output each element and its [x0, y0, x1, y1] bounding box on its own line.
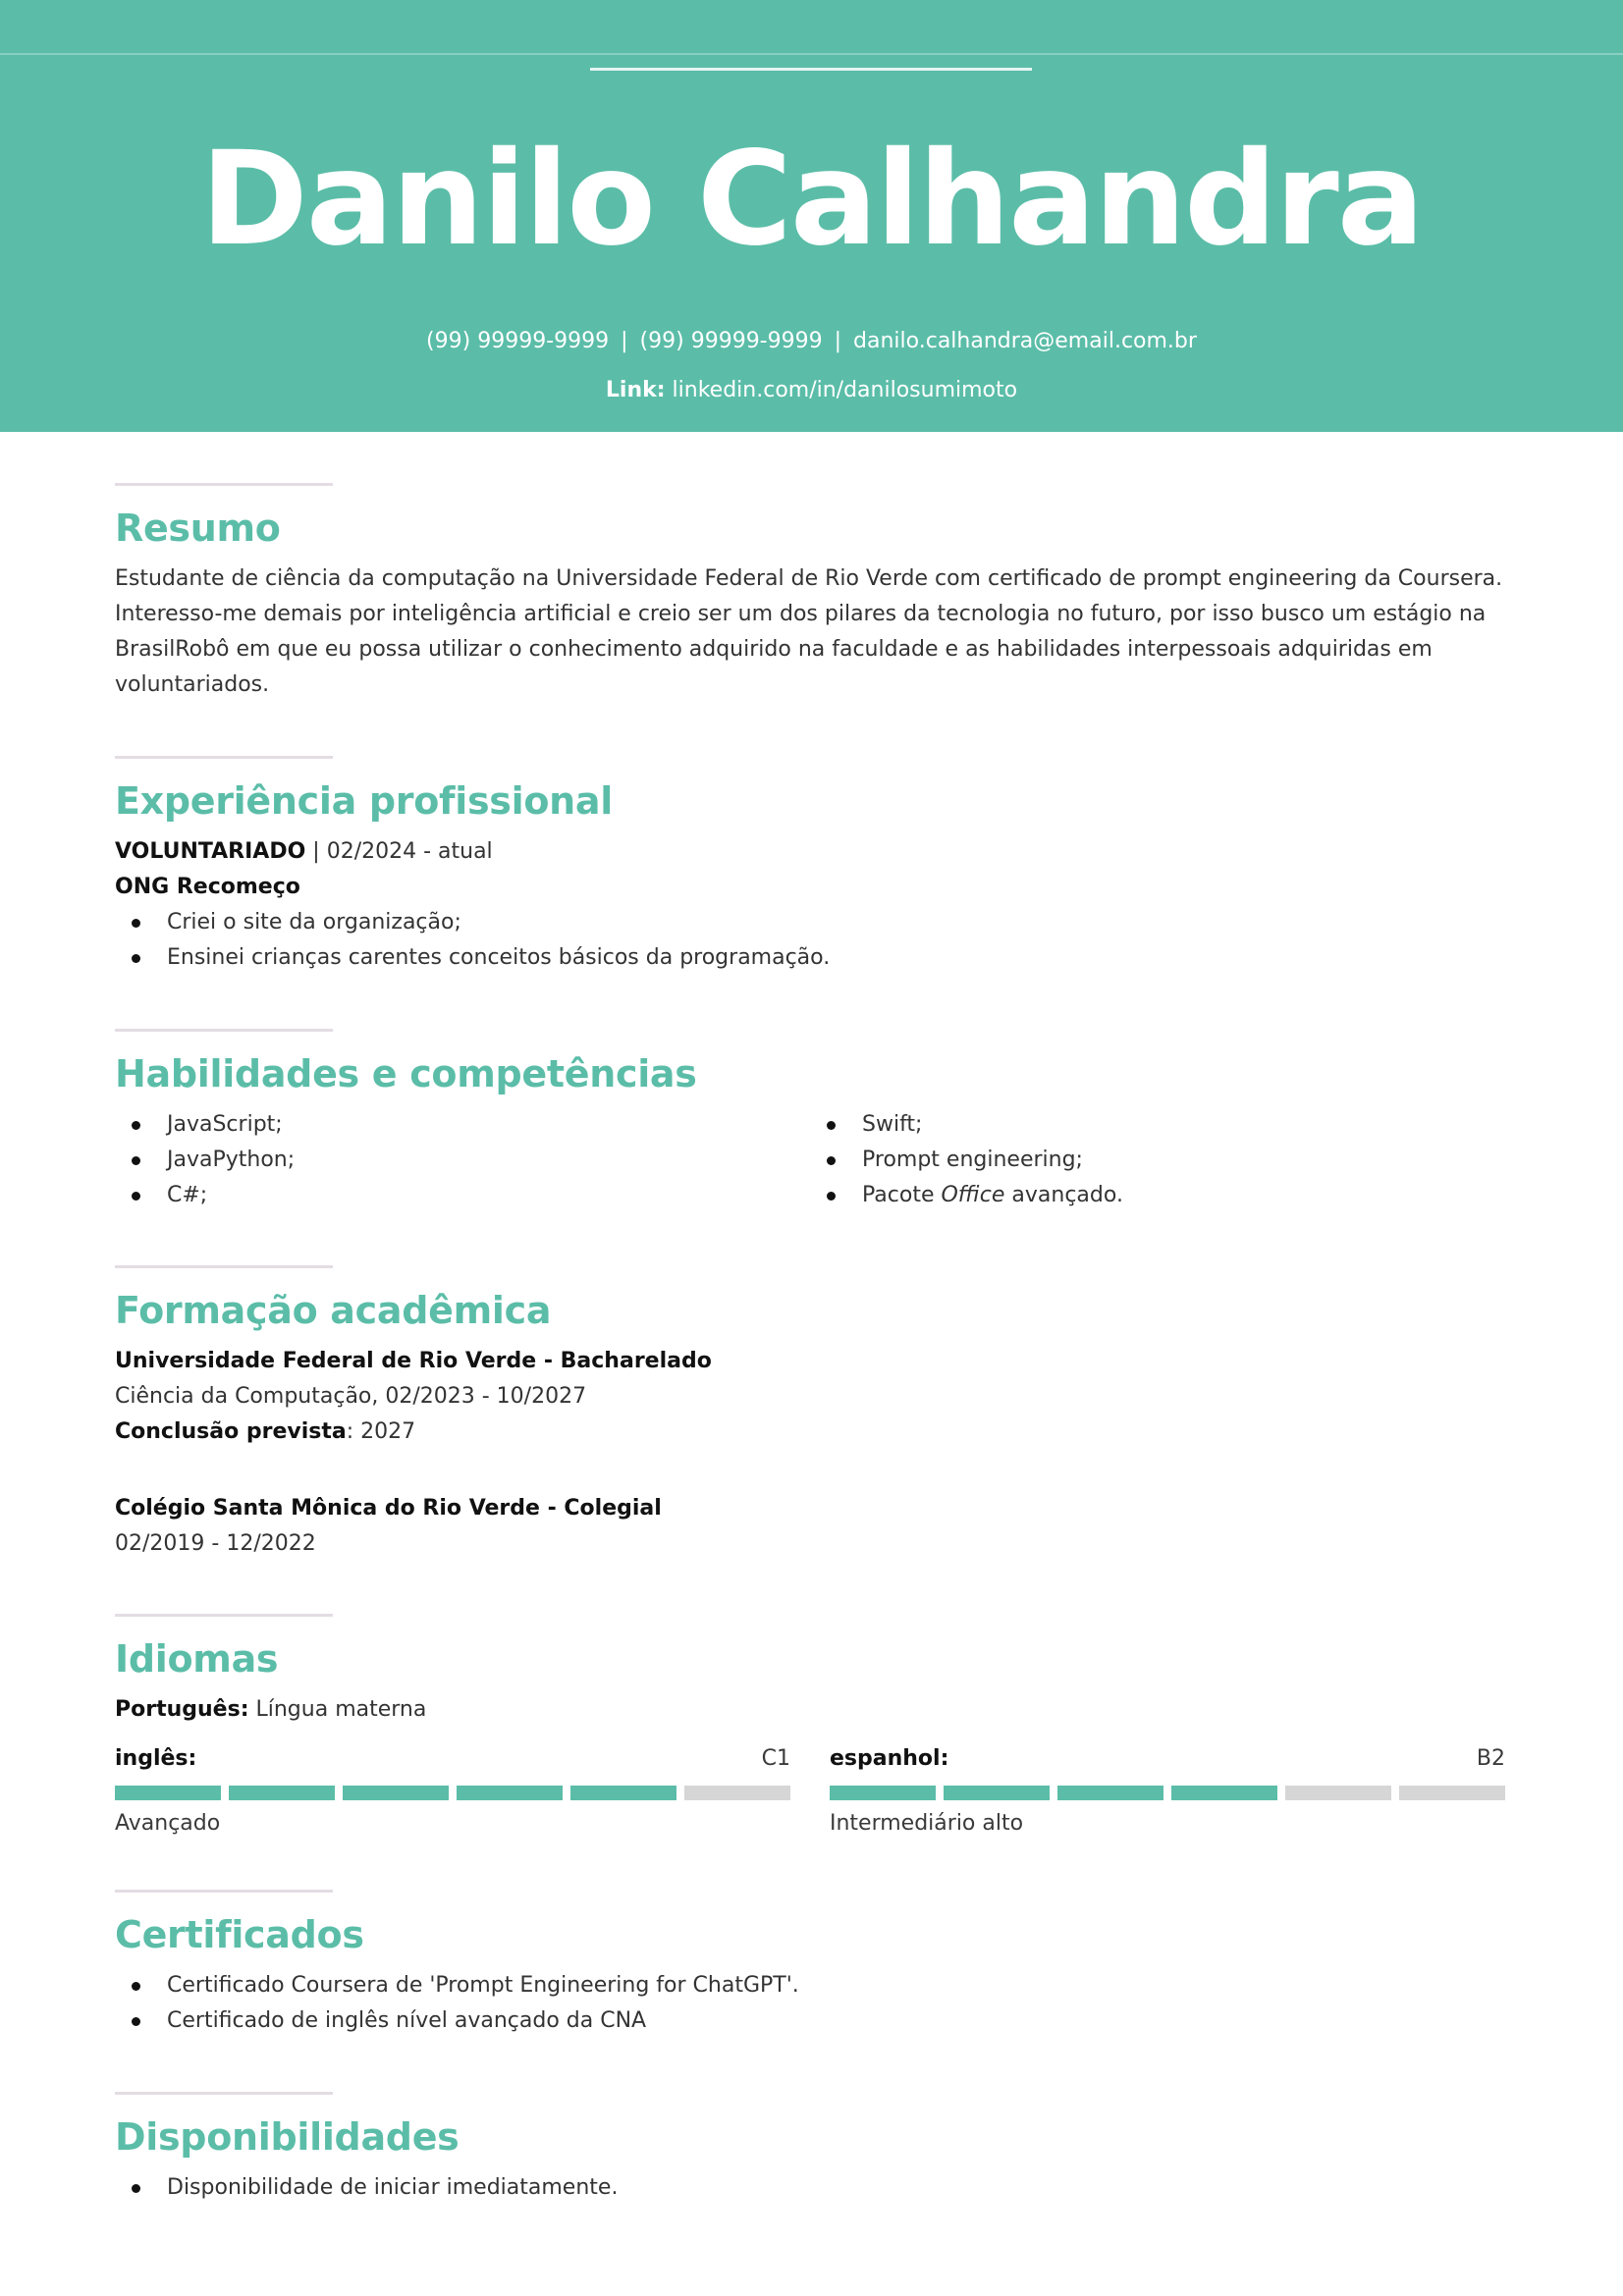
contact-line	[0, 325, 1623, 358]
phone-1: (99) 99999-9999	[426, 329, 610, 353]
section-idiomas	[115, 1614, 1509, 1836]
header-top-line	[0, 53, 1623, 55]
email[interactable]: danilo.calhandra@email.com.br	[853, 329, 1197, 353]
section-formacao	[115, 1265, 1509, 1556]
native-value: Língua materna	[248, 1697, 427, 1722]
section-resumo	[115, 483, 1509, 697]
link-line	[0, 374, 1623, 407]
section-rule	[115, 1029, 333, 1032]
language-level-text: Avançado	[115, 1811, 221, 1836]
link-label: Link:	[605, 378, 666, 402]
section-title: Habilidades e competências	[115, 1052, 697, 1095]
level-segment-empty	[1285, 1786, 1391, 1800]
level-segment-filled	[830, 1786, 936, 1800]
level-segment-filled	[343, 1786, 449, 1800]
conclusion-line	[115, 1415, 1509, 1450]
list-item: Prompt engineering;	[810, 1143, 1497, 1178]
phone-2: (99) 99999-9999	[639, 329, 823, 353]
level-segment-empty	[684, 1786, 790, 1800]
native-language	[115, 1692, 1509, 1728]
level-segment-filled	[1171, 1786, 1277, 1800]
list-item: Swift;	[810, 1107, 1497, 1143]
availability-list	[115, 2170, 1509, 2206]
experience-org: ONG Recomeço	[115, 875, 300, 899]
language-name: inglês:	[115, 1746, 197, 1771]
conclusion-value: : 2027	[346, 1419, 416, 1444]
section-rule	[115, 2092, 333, 2095]
institution-1: Universidade Federal de Rio Verde - Bacharelado	[115, 1349, 712, 1373]
section-title: Certificados	[115, 1913, 364, 1956]
separator: |	[834, 329, 842, 353]
linkedin-link[interactable]: linkedin.com/in/danilosumimoto	[672, 378, 1018, 402]
experience-list	[115, 905, 1509, 976]
list-item	[810, 1178, 1497, 1213]
candidate-name: Danilo Calhandra	[200, 124, 1423, 275]
section-title: Resumo	[115, 507, 281, 550]
course-1: Ciência da Computação, 02/2023 - 10/2027	[115, 1384, 587, 1409]
list-item: C#;	[115, 1178, 802, 1213]
list-item: JavaPython;	[115, 1143, 802, 1178]
section-rule	[115, 1265, 333, 1268]
separator: |	[621, 329, 628, 353]
level-segment-empty	[1399, 1786, 1505, 1800]
section-rule	[115, 1890, 333, 1893]
experience-role: VOLUNTARIADO	[115, 839, 306, 864]
skill-pre: Pacote	[862, 1183, 942, 1207]
level-segment-filled	[457, 1786, 563, 1800]
header-banner	[0, 0, 1623, 432]
list-item: Certificado Coursera de 'Prompt Engineering for ChatGPT'.	[115, 1968, 1509, 2003]
language-level-text: Intermediário alto	[830, 1811, 1024, 1836]
experience-role-line	[115, 834, 1509, 870]
section-habilidades	[115, 1029, 1509, 1207]
section-experiencia	[115, 756, 1509, 970]
section-rule	[115, 756, 333, 759]
experience-period: | 02/2024 - atual	[305, 839, 493, 864]
language-name: espanhol:	[830, 1746, 949, 1771]
list-item: Ensinei crianças carentes conceitos básicos da programação.	[115, 940, 1509, 976]
header-rule	[590, 68, 1032, 71]
list-item: Criei o site da organização;	[115, 905, 1509, 940]
period-2: 02/2019 - 12/2022	[115, 1531, 316, 1556]
skill-em: Office	[941, 1183, 1005, 1207]
institution-2: Colégio Santa Mônica do Rio Verde - Colegial	[115, 1496, 662, 1521]
skills-list-left	[115, 1107, 802, 1213]
language-level-bar	[830, 1786, 1505, 1800]
certificates-list	[115, 1968, 1509, 2039]
conclusion-label: Conclusão prevista	[115, 1419, 347, 1444]
language-level-code: C1	[761, 1746, 790, 1771]
skill-post: avançado.	[1004, 1183, 1123, 1207]
section-title: Experiência profissional	[115, 779, 613, 823]
skills-list-right	[810, 1107, 1497, 1213]
list-item: Disponibilidade de iniciar imediatamente.	[115, 2170, 1509, 2206]
language-level-code: B2	[1476, 1746, 1505, 1771]
language-level-bar	[115, 1786, 790, 1800]
level-segment-filled	[229, 1786, 335, 1800]
list-item: JavaScript;	[115, 1107, 802, 1143]
level-segment-filled	[944, 1786, 1050, 1800]
section-disponibilidades	[115, 2092, 1509, 2200]
native-label: Português:	[115, 1697, 249, 1722]
summary-text: Estudante de ciência da computação na Universidade Federal de Rio Verde com certificado de prompt engineering da Coursera. Interesso-me demais por inteligência artificial e creio ser um dos pilares da tecnologia no futuro, por isso busco um estágio na BrasilRobô em que eu possa utilizar o conhecimento adquirido na faculdade e as habilidades interpessoais adquiridas em voluntariados.	[115, 566, 1503, 697]
section-title: Disponibilidades	[115, 2115, 460, 2159]
section-title: Idiomas	[115, 1637, 279, 1681]
section-rule	[115, 1614, 333, 1617]
list-item: Certificado de inglês nível avançado da CNA	[115, 2003, 1509, 2039]
section-title: Formação acadêmica	[115, 1289, 552, 1332]
level-segment-filled	[1057, 1786, 1163, 1800]
section-certificados	[115, 1890, 1509, 2033]
level-segment-filled	[570, 1786, 676, 1800]
level-segment-filled	[115, 1786, 221, 1800]
section-rule	[115, 483, 333, 486]
